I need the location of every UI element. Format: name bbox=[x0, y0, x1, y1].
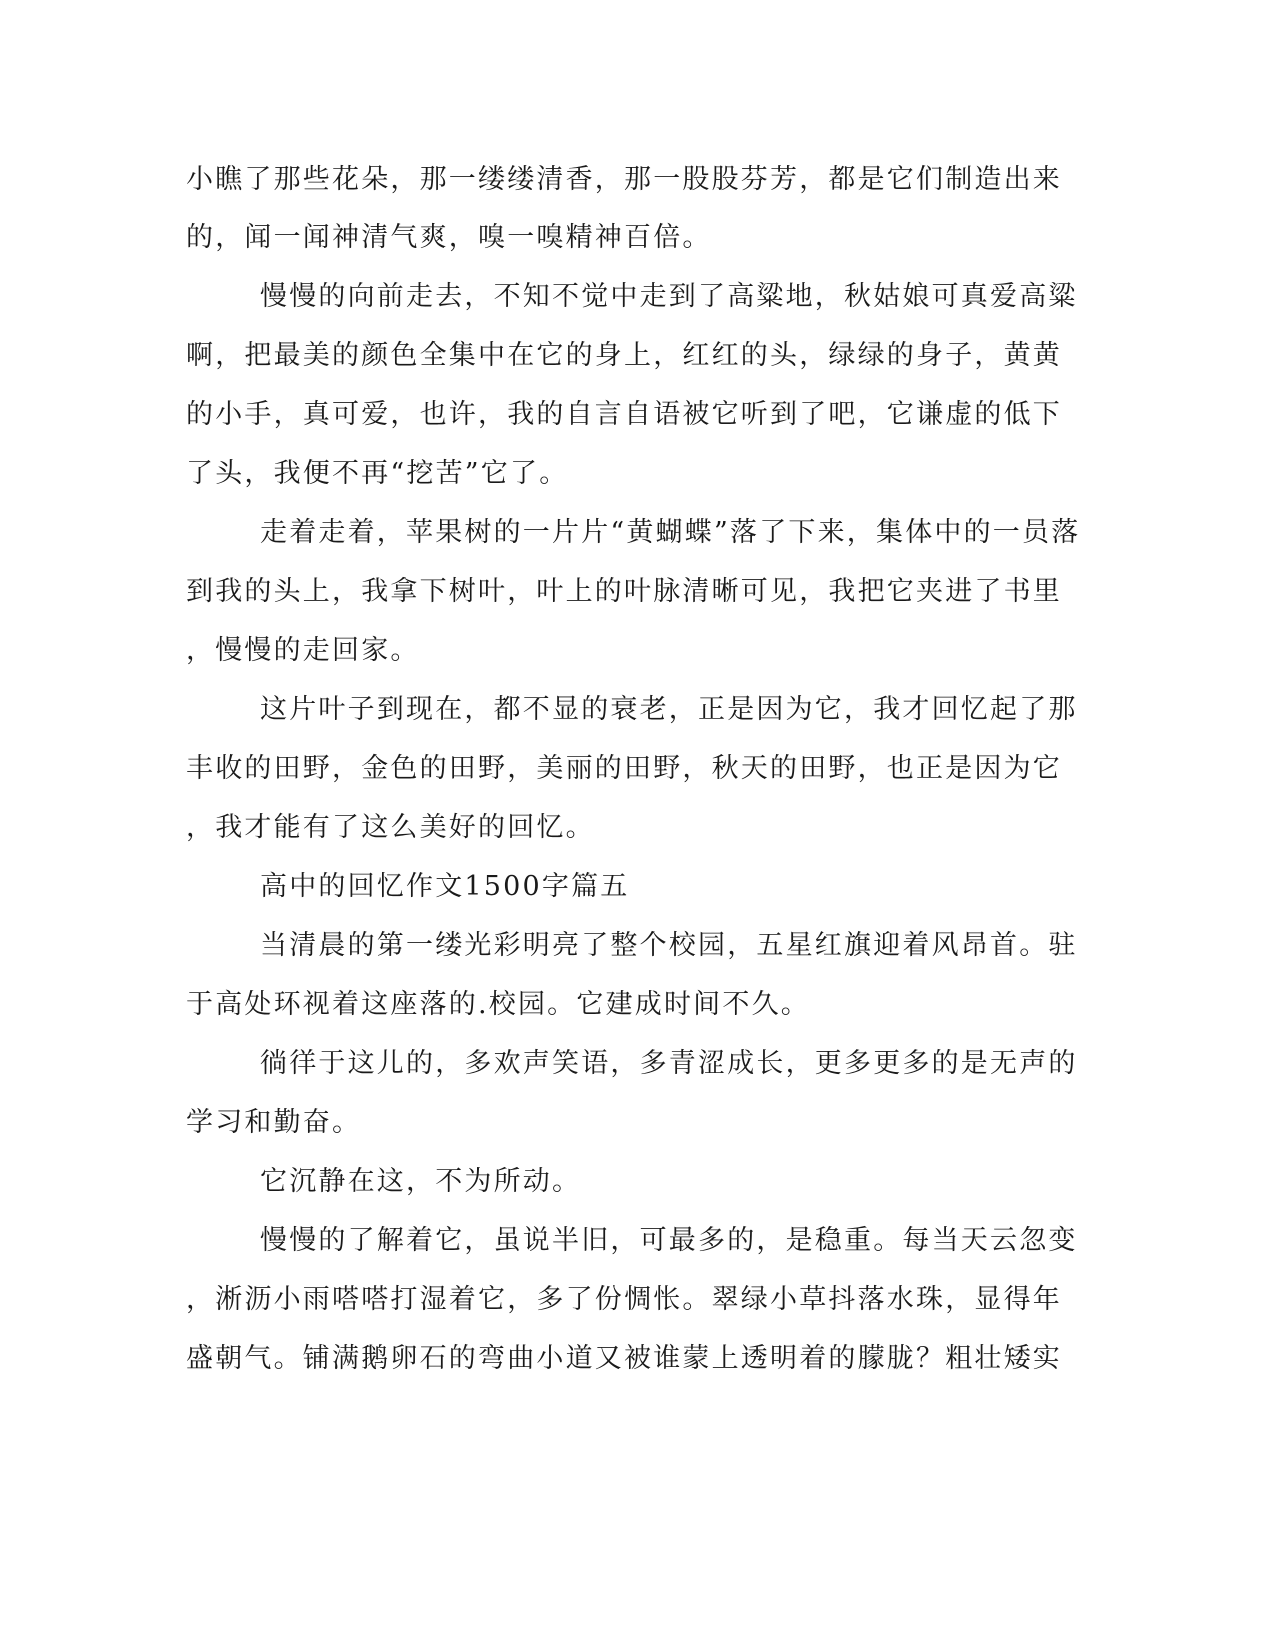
paragraph-start-line: 它沉静在这，不为所动。 bbox=[260, 1166, 582, 1197]
text-line: ，慢慢的走回家。 bbox=[186, 635, 420, 666]
text-line: 到我的头上，我拿下树叶，叶上的叶脉清晰可见，我把它夹进了书里 bbox=[186, 576, 1062, 607]
text-line: ，我才能有了这么美好的回忆。 bbox=[186, 812, 595, 843]
paragraph-start-line: 当清晨的第一缕光彩明亮了整个校园，五星红旗迎着风昂首。驻 bbox=[260, 930, 1078, 961]
text-line: 盛朝气。铺满鹅卵石的弯曲小道又被谁蒙上透明着的朦胧？粗壮矮实 bbox=[186, 1343, 1062, 1374]
section-heading: 高中的回忆作文1500字篇五 bbox=[260, 871, 630, 902]
text-line: 丰收的田野，金色的田野，美丽的田野，秋天的田野，也正是因为它 bbox=[186, 753, 1062, 784]
text-line: 啊，把最美的颜色全集中在它的身上，红红的头，绿绿的身子，黄黄 bbox=[186, 340, 1062, 371]
paragraph-start-line: 慢慢的向前走去，不知不觉中走到了高粱地，秋姑娘可真爱高粱 bbox=[260, 281, 1078, 312]
text-line: 学习和勤奋。 bbox=[186, 1107, 362, 1138]
text-line: 的小手，真可爱，也许，我的自言自语被它听到了吧，它谦虚的低下 bbox=[186, 399, 1062, 430]
text-line: 于高处环视着这座落的.校园。它建成时间不久。 bbox=[186, 989, 810, 1020]
paragraph-start-line: 这片叶子到现在，都不显的衰老，正是因为它，我才回忆起了那 bbox=[260, 694, 1078, 725]
paragraph-start-line: 走着走着，苹果树的一片片“黄蝴蝶”落了下来，集体中的一员落 bbox=[260, 517, 1081, 548]
text-line: ，淅沥小雨嗒嗒打湿着它，多了份惆怅。翠绿小草抖落水珠，显得年 bbox=[186, 1284, 1062, 1315]
text-line: 小瞧了那些花朵，那一缕缕清香，那一股股芬芳，都是它们制造出来 bbox=[186, 164, 1062, 195]
text-line: 的，闻一闻神清气爽，嗅一嗅精神百倍。 bbox=[186, 222, 712, 253]
paragraph-start-line: 慢慢的了解着它，虽说半旧，可最多的，是稳重。每当天云忽变 bbox=[260, 1225, 1078, 1256]
text-line: 了头，我便不再“挖苦”它了。 bbox=[186, 458, 569, 489]
paragraph-start-line: 徜徉于这儿的，多欢声笑语，多青涩成长，更多更多的是无声的 bbox=[260, 1048, 1078, 1079]
